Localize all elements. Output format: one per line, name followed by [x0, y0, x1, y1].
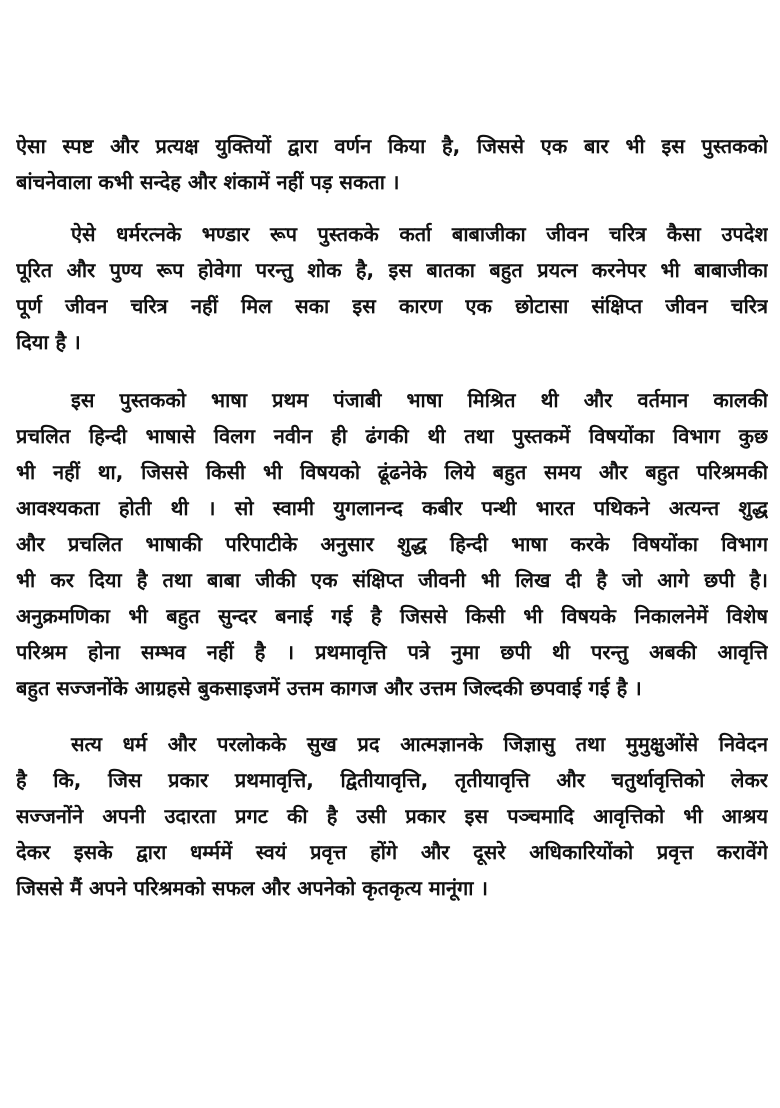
- text-line: भी कर दिया है तथा बाबा जीकी एक संक्षिप्त जीवनी भी लिख दी है जो आगे छपी है।: [16, 568, 768, 592]
- text-line: सत्य धर्म और परलोकके सुख प्रद आत्मज्ञानके जिज्ञासु तथा मुमुक्षुओंसे निवेदन: [71, 732, 768, 756]
- text-line: दिया है ।: [16, 330, 81, 354]
- text-line: जिससे मैं अपने परिश्रमको सफल और अपनेको कृतकृत्य मानूंगा ।: [16, 876, 489, 900]
- text-line: प्रचलित हिन्दी भाषासे विलग नवीन ही ढंगकी थी तथा पुस्तकमें विषयोंका विभाग कुछ: [16, 424, 768, 448]
- text-line: बहुत सज्जनोंके आग्रहसे बुकसाइजमें उत्तम कागज और उत्तम जिल्दकी छपवाई गई है ।: [16, 676, 642, 700]
- text-line: भी नहीं था, जिससे किसी भी विषयको ढूंढनेके लिये बहुत समय और बहुत परिश्रमकी: [16, 460, 768, 484]
- text-line: और प्रचलित भाषाकी परिपाटीके अनुसार शुद्ध हिन्दी भाषा करके विषयोंका विभाग: [16, 532, 768, 556]
- text-line: बांचनेवाला कभी सन्देह और शंकामें नहीं पड़ सकता ।: [16, 170, 400, 194]
- text-line: इस पुस्तकको भाषा प्रथम पंजाबी भाषा मिश्रित थी और वर्तमान कालकी: [71, 388, 768, 412]
- paragraph-1: [16, 128, 768, 200]
- text-line: आवश्यकता होती थी । सो स्वामी युगलानन्द कबीर पन्थी भारत पथिकने अत्यन्त शुद्ध: [16, 496, 768, 520]
- text-line: ऐसे धर्मरत्नके भण्डार रूप पुस्तकके कर्ता बाबाजीका जीवन चरित्र कैसा उपदेश: [71, 222, 768, 246]
- text-line: ऐसा स्पष्ट और प्रत्यक्ष युक्तियों द्वारा वर्णन किया है, जिससे एक बार भी इस पुस्तकको: [16, 134, 768, 158]
- paragraph-2: [16, 216, 768, 360]
- text-line: है कि, जिस प्रकार प्रथमावृत्ति, द्वितीयावृत्ति, तृतीयावृत्ति और चतुर्थावृत्तिको लेकर: [16, 768, 768, 792]
- document-page: [16, 128, 768, 906]
- text-line: परिश्रम होना सम्भव नहीं है । प्रथमावृत्ति पत्रे नुमा छपी थी परन्तु अबकी आवृत्ति: [16, 640, 768, 664]
- text-line: अनुक्रमणिका भी बहुत सुन्दर बनाई गई है जिससे किसी भी विषयके निकालनेमें विशेष: [16, 604, 768, 628]
- paragraph-3: [16, 382, 768, 706]
- text-line: देकर इसके द्वारा धर्म्ममें स्वयं प्रवृत्त होंगे और दूसरे अधिकारियोंको प्रवृत्त करावेंगे: [16, 840, 768, 864]
- text-line: पूरित और पुण्य रूप होवेगा परन्तु शोक है, इस बातका बहुत प्रयत्न करनेपर भी बाबाजीका: [16, 258, 768, 282]
- text-line: पूर्ण जीवन चरित्र नहीं मिल सका इस कारण एक छोटासा संक्षिप्त जीवन चरित्र: [16, 294, 768, 318]
- paragraph-4: [16, 726, 768, 906]
- text-line: सज्जनोंने अपनी उदारता प्रगट की है उसी प्रकार इस पञ्चमादि आवृत्तिको भी आश्रय: [16, 804, 768, 828]
